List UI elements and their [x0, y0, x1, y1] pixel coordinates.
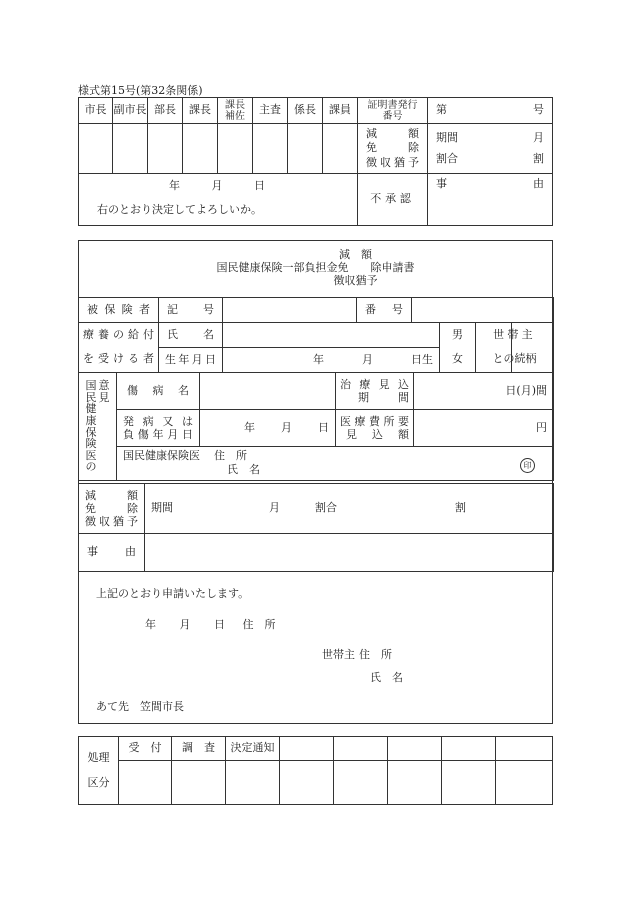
onset-label: 発病又は 負傷年月日	[117, 410, 200, 447]
processing-header-cell	[334, 737, 388, 761]
stamp-cell[interactable]	[218, 124, 253, 174]
reduction-table	[78, 483, 554, 572]
cost-label: 医療費所要 見込額	[336, 410, 414, 447]
processing-header-cell	[388, 737, 442, 761]
period-ratio-cell: 期間 月 割合 割	[428, 124, 553, 174]
processing-header-cell	[280, 737, 334, 761]
role-supervisor: 主査	[253, 98, 288, 124]
title-deferral: 徴収猶予	[333, 274, 378, 288]
symbol-label: 記号	[159, 298, 223, 323]
processing-table	[78, 736, 553, 805]
recipient-label-1: 療養の給付	[79, 323, 159, 348]
female-label[interactable]: 女	[440, 348, 476, 373]
stamp-cell[interactable]	[113, 124, 148, 174]
role-deputy-mayor: 副市長	[113, 98, 148, 124]
processing-stamp-cell[interactable]	[172, 761, 226, 805]
form-title: 国民健康保険一部負担金免 除申請書	[216, 261, 415, 275]
number-field[interactable]	[412, 298, 554, 323]
relation-label-1: 世帯主	[476, 323, 554, 348]
not-approved-label: 不承認	[358, 174, 428, 226]
approval-table	[78, 97, 553, 226]
declaration-date[interactable]: 年 月 日 住 所	[145, 618, 276, 631]
number-label: 番号	[357, 298, 412, 323]
processing-stamp-cell[interactable]	[119, 761, 172, 805]
processing-stamp-cell[interactable]	[496, 761, 553, 805]
processing-label: 処理 区分	[79, 737, 119, 805]
addressee: あて先 笠間市長	[96, 700, 184, 713]
processing-header-cell	[442, 737, 496, 761]
stamp-cell[interactable]	[323, 124, 358, 174]
applicant-table	[78, 297, 554, 373]
insured-label: 被保険者	[79, 298, 159, 323]
birthdate-label: 生年月日	[159, 348, 223, 373]
reason-cell: 事 由	[428, 174, 553, 226]
householder-name[interactable]: 氏 名	[370, 671, 403, 684]
doctor-table	[78, 372, 554, 481]
processing-stamp-cell[interactable]	[442, 761, 496, 805]
stamp-cell[interactable]	[288, 124, 323, 174]
processing-header-cell	[496, 737, 553, 761]
stamp-cell[interactable]	[183, 124, 218, 174]
role-assistant-chief: 課長補佐	[218, 98, 253, 124]
seal-icon: 印	[520, 458, 535, 473]
processing-stamp-cell[interactable]	[280, 761, 334, 805]
form-number: 様式第15号(第32条関係)	[78, 84, 203, 97]
reduction-type-label: 減額 免除 徴収猶予	[79, 484, 145, 534]
stamp-cell[interactable]	[148, 124, 183, 174]
treatment-period-field[interactable]: 日(月)間	[414, 373, 554, 410]
cert-number-cell: 第 号	[428, 98, 553, 124]
cost-field[interactable]: 円	[414, 410, 554, 447]
processing-stamp-cell[interactable]	[226, 761, 280, 805]
survey-label: 調 査	[172, 737, 226, 761]
treatment-period-label: 治療見込 期間	[336, 373, 414, 410]
decision-text: 右のとおり決定してよろしいか。	[97, 203, 262, 216]
decision-notice-label: 決定通知	[226, 737, 280, 761]
stamp-cell[interactable]	[79, 124, 113, 174]
role-subsection-chief: 係長	[288, 98, 323, 124]
cert-number-label: 証明書発行番号	[358, 98, 428, 124]
reason-field[interactable]	[145, 534, 554, 572]
processing-stamp-cell[interactable]	[388, 761, 442, 805]
birthdate-field[interactable]: 年 月 日生	[223, 348, 440, 373]
receipt-label: 受 付	[119, 737, 172, 761]
disease-label: 傷病名	[117, 373, 200, 410]
householder-address[interactable]: 世帯主 住 所	[322, 648, 392, 661]
reduction-labels: 減額 免除 徴収猶予	[358, 124, 428, 174]
name-field[interactable]	[223, 323, 440, 348]
doctor-signature[interactable]: 国民健康保険医 住 所 氏 名 印	[117, 447, 554, 481]
role-section-chief: 課長	[183, 98, 218, 124]
stamp-cell[interactable]	[253, 124, 288, 174]
relation-label-2: との続柄	[476, 348, 554, 373]
role-mayor: 市長	[79, 98, 113, 124]
decision-cell: 年 月 日 右のとおり決定してよろしいか。	[79, 174, 358, 226]
doctor-opinion-label: 国 民 健 康 保 険 医 の 意 見	[79, 373, 117, 481]
recipient-label-2: を受ける者	[79, 348, 159, 373]
role-director: 部長	[148, 98, 183, 124]
declaration-text: 上記のとおり申請いたします。	[96, 587, 250, 600]
name-label: 氏名	[159, 323, 223, 348]
title-reduction: 減 額	[339, 248, 372, 261]
reduction-detail-field[interactable]: 期間 月 割合 割	[145, 484, 554, 534]
role-staff: 課員	[323, 98, 358, 124]
disease-field[interactable]	[200, 373, 336, 410]
relation-field[interactable]	[511, 322, 553, 373]
male-label[interactable]: 男	[440, 323, 476, 348]
reason-label: 事 由	[79, 534, 145, 572]
symbol-field[interactable]	[223, 298, 357, 323]
processing-stamp-cell[interactable]	[334, 761, 388, 805]
onset-field[interactable]: 年 月 日	[200, 410, 336, 447]
